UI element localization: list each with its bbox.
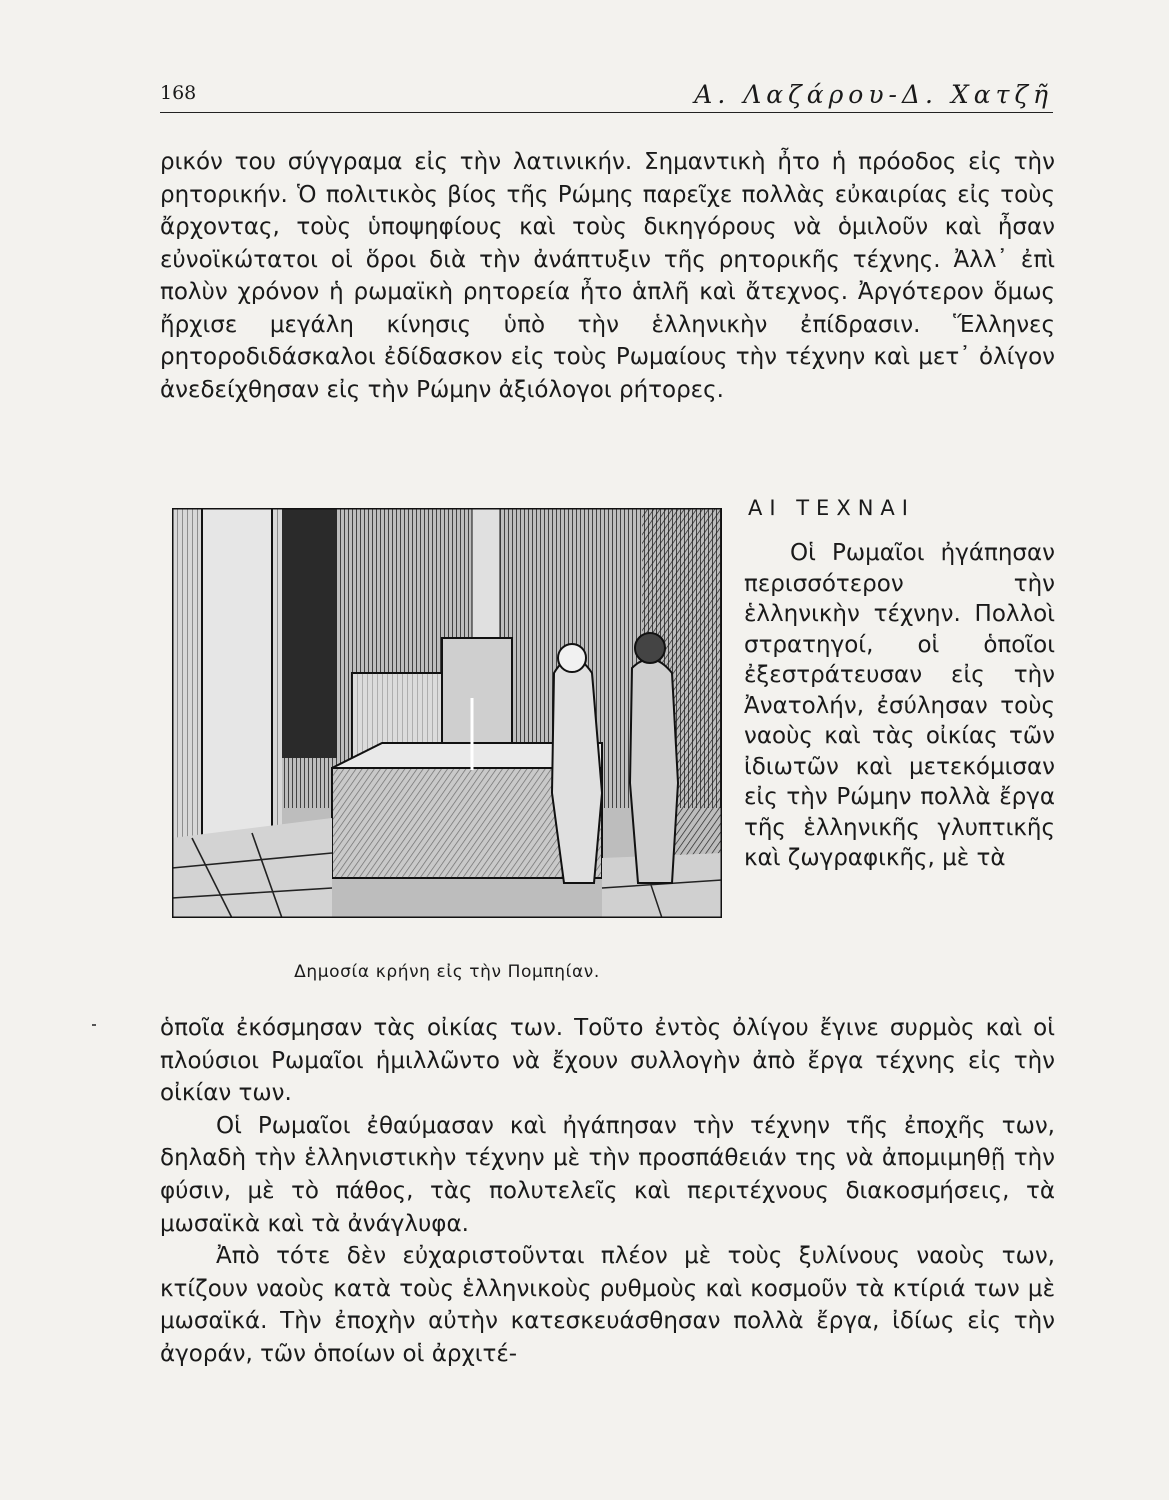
figure-public-fountain bbox=[172, 508, 722, 982]
lower-text-section bbox=[160, 1012, 1055, 1371]
intro-paragraph: ρικόν του σύγγραμα εἰς τὴν λατινικήν. Σημαντικὴ ἦτο ἡ πρόοδος εἰς τὴν ρητορικήν. Ὁ πολιτικὸς βίος τῆς Ρώμης παρεῖχε πολλὰς εὐκαιρίας εἰς τοὺς ἄρχοντας, τοὺς ὑποψηφίους καὶ τοὺς δικηγόρους νὰ ὁμιλοῦν καὶ ἦσαν εὐνοϊκώτατοι οἱ ὅροι διὰ τὴν ἀνάπτυξιν τῆς ρητορικῆς τέχνης. Ἀλλ᾽ ἐπὶ πολὺν χρόνον ἡ ρωμαϊκὴ ρητορεία ἦτο ἁπλῆ καὶ ἄτεχνος. Ἀργότερον ὅμως ἤρχισε μεγάλη κίνησις ὑπὸ τὴν ἑλληνικὴν ἐπίδρασιν. Ἕλληνες ρητοροδιδάσκαλοι ἐδίδασκον εἰς τοὺς Ρωμαίους τὴν τέχνην καὶ μετ᾽ ὀλίγον ἀνεδείχθησαν εἰς τὴν Ρώμην ἀξιόλογοι ρήτορες. bbox=[160, 149, 1055, 403]
section-side-column bbox=[744, 494, 1055, 874]
section-side-paragraph: Οἱ Ρωμαῖοι ἠγάπησαν περισσότερον τὴν ἑλληνικὴν τέχνην. Πολλοὶ στρατηγοί, οἱ ὁποῖοι ἐξεστράτευσαν εἰς τὴν Ἀνατολήν, ἐσύλησαν τοὺς ναοὺς καὶ τὰς οἰκίας τῶν ἰδιωτῶν καὶ μετεκόμισαν εἰς τὴν Ρώμην πολλὰ ἔργα τῆς ἑλληνικῆς γλυπτικῆς καὶ ζωγραφικῆς, μὲ τὰ bbox=[744, 540, 1055, 871]
body-paragraph-3: Ἀπὸ τότε δὲν εὐχαριστοῦνται πλέον μὲ τοὺς ξυλίνους ναοὺς των, κτίζουν ναοὺς κατὰ τοὺς ἑλληνικοὺς ρυθμοὺς καὶ κοσμοῦν τὰ κτίριά των μὲ μωσαϊκά. Τὴν ἐποχὴν αὐτὴν κατεσκευάσθησαν πολλὰ ἔργα, ἰδίως εἰς τὴν ἀγοράν, τῶν ὁποίων οἱ ἀρχιτέ- bbox=[160, 1243, 1055, 1367]
page-number: 168 bbox=[160, 82, 197, 104]
intro-section bbox=[160, 146, 1055, 406]
page-header bbox=[160, 78, 1053, 113]
continuation-paragraph: ὁποῖα ἐκόσμησαν τὰς οἰκίας των. Τοῦτο ἐντὸς ὀλίγου ἔγινε συρμὸς καὶ οἱ πλούσιοι Ρωμαῖοι ἡμιλλῶντο νὰ ἔχουν συλλογὴν ἀπὸ ἔργα τέχνης εἰς τὴν οἰκίαν των. bbox=[160, 1015, 1055, 1107]
fountain-engraving bbox=[172, 508, 722, 918]
figure-caption: Δημοσία κρήνη εἰς τὴν Πομπηίαν. bbox=[294, 962, 600, 982]
section-heading: ΑΙ ΤΕΧΝΑΙ bbox=[748, 496, 915, 520]
margin-mark bbox=[92, 1024, 96, 1026]
body-paragraph-2: Οἱ Ρωμαῖοι ἐθαύμασαν καὶ ἠγάπησαν τὴν τέχνην τῆς ἐποχῆς των, δηλαδὴ τὴν ἑλληνιστικὴν τέχνην μὲ τὴν προσπάθειάν της νὰ ἀπομιμηθῇ τὴν φύσιν, μὲ τὸ πάθος, τὰς πολυτελεῖς καὶ περιτέχνους διακοσμήσεις, τὰ μωσαϊκὰ καὶ τὰ ἀνάγλυφα. bbox=[160, 1112, 1055, 1237]
running-head: Α. Λαζάρου-Δ. Χατζῆ bbox=[694, 80, 1053, 109]
